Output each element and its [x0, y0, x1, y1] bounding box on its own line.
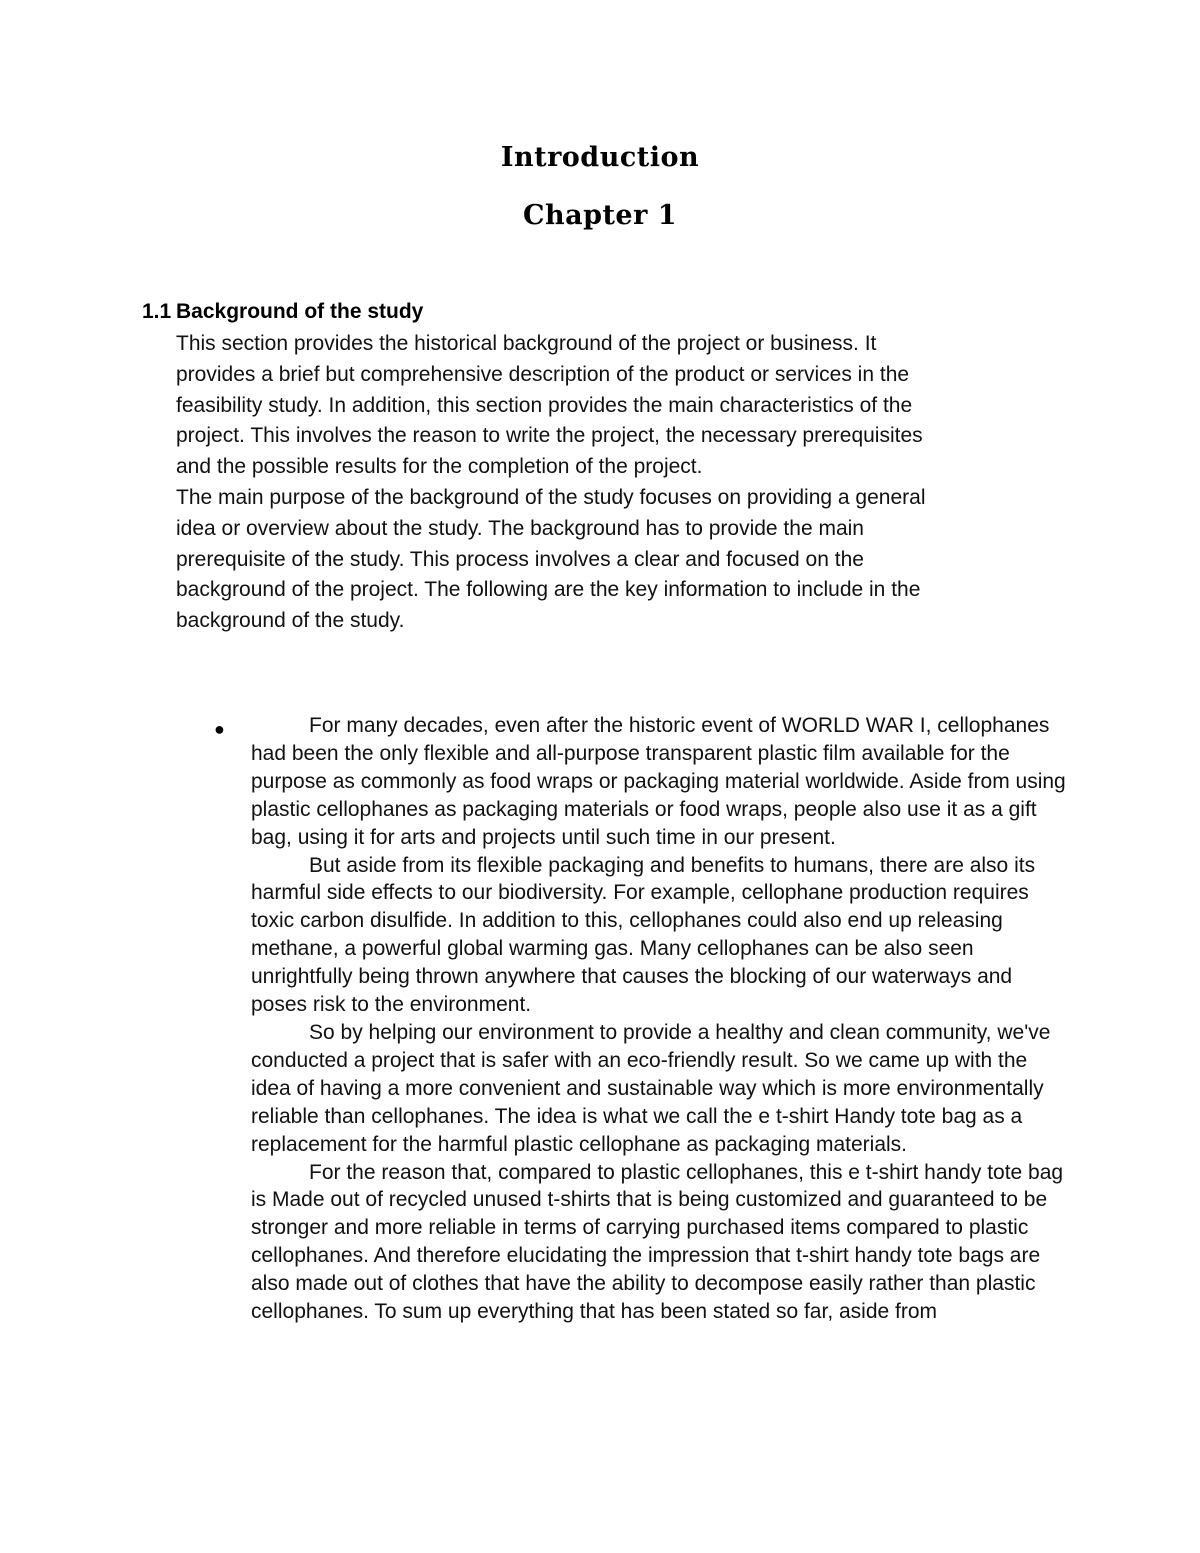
section-number: 1.1 [142, 300, 172, 323]
bullet-paragraph: For many decades, even after the historic event of WORLD WAR I, cellophanes had been the only flexible and all-purpose transparent plastic film available for the purpose as commonly as food wraps or packaging material worldwide. Aside from using plastic cellophanes as packaging materials or food wraps, people also use it as a gift bag, using it for arts and projects until such time in our present. [251, 714, 1066, 849]
bullet-list-item [214, 712, 1074, 1326]
document-title: Introduction [500, 142, 700, 173]
bullet-paragraph: But aside from its flexible packaging and benefits to humans, there are also its harmful side effects to our biodiversity. For example, cellophane production requires toxic carbon disulfide. In addition to this, cellophanes could also end up releasing methane, a powerful global warming gas. Many cellophanes can be also seen unrightfully being thrown anywhere that causes the blocking of our waterways and poses risk to the environment. [251, 853, 1036, 1017]
section-background [142, 298, 1042, 637]
bullet-text [251, 712, 1066, 1326]
paragraph: The main purpose of the background of the study focuses on providing a general idea or overview about the study. The background has to provide the main prerequisite of the study. This process involves a clear and focused on the background of the project. The following are the key information to include in the background of the study. [176, 485, 926, 633]
bullet-paragraph: For the reason that, compared to plastic cellophanes, this e t-shirt handy tote bag is Made out of recycled unused t-shirts that is being customized and guaranteed to be stronger and more reliable in terms of carrying purchased items compared to plastic cellophanes. And therefore elucidating the impression that t-shirt handy tote bags are also made out of clothes that have the ability to decompose easily rather than plastic cellophanes. To sum up everything that has been stated so far, aside from [251, 1160, 1064, 1324]
chapter-heading: Chapter 1 [522, 200, 678, 231]
bullet-marker: ● [214, 719, 225, 739]
bullet-paragraph: So by helping our environment to provide a healthy and clean community, we've conducted a project that is safer with an eco-friendly result. So we came up with the idea of having a more convenient and sustainable way which is more environmentally reliable than cellophanes. The idea is what we call the e t-shirt Handy tote bag as a replacement for the harmful plastic cellophane as packaging materials. [251, 1020, 1051, 1156]
section-body [176, 329, 936, 637]
section-heading [142, 298, 1042, 326]
section-title: Background of the study [176, 300, 424, 323]
paragraph: This section provides the historical background of the project or business. It provides a brief but comprehensive description of the product or services in the feasibility study. In addition, this section provides the main characteristics of the project. This involves the reason to write the project, the necessary prerequisites and the possible results for the completion of the project. [176, 332, 923, 479]
